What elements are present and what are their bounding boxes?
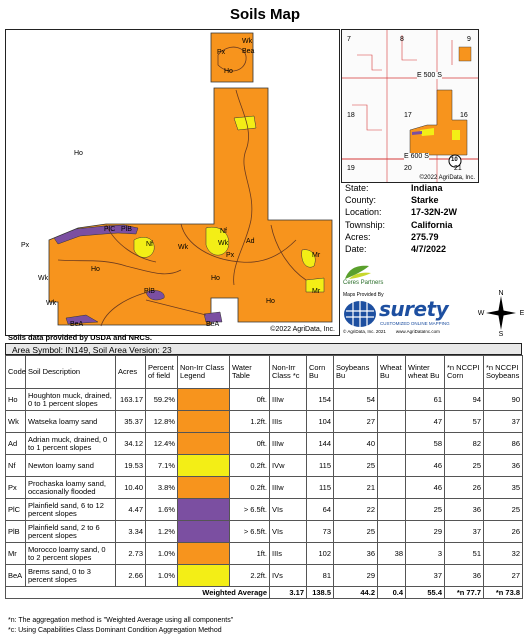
locator-section-number: 17 (404, 112, 412, 119)
column-header: Code (6, 356, 26, 389)
weighted-nccpi_corn: *n 77.7 (445, 587, 484, 599)
info-row (345, 219, 525, 231)
column-header: Non-Irr Class *c (270, 356, 307, 389)
table-row (6, 389, 523, 411)
legend-swatch (178, 389, 230, 411)
map-soil-label: Ho (74, 150, 83, 157)
info-key: Acres: (345, 231, 371, 242)
cell-nccpi_soy: 36 (484, 455, 523, 477)
column-header: *n NCCPI Soybeans (484, 356, 523, 389)
locator-section-number: 7 (347, 36, 351, 43)
column-header: *n NCCPI Corn (445, 356, 484, 389)
page-title: Soils Map (229, 6, 300, 23)
weighted-average-label: Weighted Average (6, 587, 270, 599)
cell-corn: 81 (307, 565, 334, 587)
cell-cls: VIs (270, 521, 307, 543)
table-row (6, 455, 523, 477)
weighted-winter: 55.4 (406, 587, 445, 599)
cell-nccpi_corn: 26 (445, 477, 484, 499)
map-soil-label: PlC (104, 226, 116, 233)
cell-nccpi_corn: 36 (445, 565, 484, 587)
table-row (6, 565, 523, 587)
cell-corn: 73 (307, 521, 334, 543)
legend-swatch (178, 521, 230, 543)
weighted-corn: 138.5 (307, 587, 334, 599)
legend-color (178, 521, 229, 542)
cell-desc: Adrian muck, drained, 0 to 1 percent slopes (26, 433, 116, 455)
cell-soy: 21 (334, 477, 378, 499)
legend-swatch (178, 499, 230, 521)
info-value: 275.79 (411, 231, 439, 242)
cell-corn: 154 (307, 389, 334, 411)
cell-nccpi_soy: 37 (484, 411, 523, 433)
weighted-soy: 44.2 (334, 587, 378, 599)
map-soil-label: Px (217, 49, 226, 56)
cell-code: PlB (6, 521, 26, 543)
cell-soy: 22 (334, 499, 378, 521)
map-soil-label: Wk (242, 38, 253, 45)
map-soil-label: Ad (246, 238, 255, 245)
cell-pct: 1.0% (146, 543, 178, 565)
cell-pct: 3.8% (146, 477, 178, 499)
info-row (345, 243, 525, 255)
column-header: Water Table (230, 356, 270, 389)
cell-water: 0.2ft. (230, 477, 270, 499)
cell-pct: 1.2% (146, 521, 178, 543)
legend-color (178, 411, 229, 432)
info-key: County: (345, 195, 377, 206)
locator-section-number: 21 (454, 165, 462, 172)
cell-water: 2.2ft. (230, 565, 270, 587)
locator-map[interactable] (341, 29, 479, 183)
weighted-average-row (6, 587, 523, 599)
legend-swatch (178, 543, 230, 565)
cell-code: Ad (6, 433, 26, 455)
surety-brand: surety (379, 297, 449, 321)
map-soil-label: Wk (46, 300, 57, 307)
column-header: Wheat Bu (378, 356, 406, 389)
cell-desc: Morocco loamy sand, 0 to 2 percent slopes (26, 543, 116, 565)
info-key: State: (345, 183, 369, 193)
cell-corn: 144 (307, 433, 334, 455)
area-symbol: Area Symbol: IN149, Soil Area Version: 23 (5, 343, 522, 355)
legend-swatch (178, 411, 230, 433)
cell-nccpi_corn: 82 (445, 433, 484, 455)
cell-nccpi_corn: 37 (445, 521, 484, 543)
cell-winter: 25 (406, 499, 445, 521)
table-body (6, 389, 523, 599)
cell-soy: 25 (334, 455, 378, 477)
cell-code: Px (6, 477, 26, 499)
cell-acres: 19.53 (116, 455, 146, 477)
locator-section-number: 19 (347, 165, 355, 172)
cell-desc: Prochaska loamy sand, occasionally flooded (26, 477, 116, 499)
column-header: Winter wheat Bu (406, 356, 445, 389)
cell-wheat (378, 411, 406, 433)
cell-soy: 54 (334, 389, 378, 411)
map-soil-label: PlB (121, 226, 132, 233)
locator-section-number: 8 (400, 36, 404, 43)
cell-nccpi_soy: 32 (484, 543, 523, 565)
cell-soy: 29 (334, 565, 378, 587)
source-note: Soils data provided by USDA and NRCS. (8, 333, 152, 342)
cell-nccpi_soy: 25 (484, 499, 523, 521)
column-header: Soybeans Bu (334, 356, 378, 389)
column-header: Corn Bu (307, 356, 334, 389)
cell-water: 0ft. (230, 389, 270, 411)
locator-section-number: 20 (404, 165, 412, 172)
table-row (6, 477, 523, 499)
cell-cls: IIIs (270, 543, 307, 565)
maps-provided-by: Maps Provided By (343, 292, 384, 298)
locator-copyright: ©2022 AgriData, Inc. (419, 175, 475, 181)
cell-winter: 47 (406, 411, 445, 433)
info-row (345, 194, 525, 206)
cell-code: Ho (6, 389, 26, 411)
legend-color (178, 389, 229, 410)
info-row (345, 231, 525, 243)
ceres-partners-logo (343, 263, 418, 289)
cell-cls: IIIs (270, 411, 307, 433)
cell-wheat: 38 (378, 543, 406, 565)
highway-shield: 10 (451, 157, 458, 163)
map-soil-label: BeA (206, 321, 220, 328)
legend-color (178, 499, 229, 520)
cell-wheat (378, 521, 406, 543)
ceres-leaf-icon (343, 263, 373, 281)
column-header: Percent of field (146, 356, 178, 389)
cell-wheat (378, 389, 406, 411)
cell-nccpi_soy: 27 (484, 565, 523, 587)
legend-color (178, 543, 229, 564)
cell-nccpi_corn: 36 (445, 499, 484, 521)
cell-code: Mr (6, 543, 26, 565)
info-row (345, 182, 525, 194)
cell-code: PlC (6, 499, 26, 521)
map-soil-label: BeA (70, 321, 84, 328)
weighted-wheat: 0.4 (378, 587, 406, 599)
cell-water: > 6.5ft. (230, 499, 270, 521)
weighted-nccpi_soy: *n 73.8 (484, 587, 523, 599)
column-header: Non-Irr Class Legend (178, 356, 230, 389)
cell-wheat (378, 499, 406, 521)
cell-pct: 12.4% (146, 433, 178, 455)
cell-wheat (378, 433, 406, 455)
legend-color (178, 477, 229, 498)
cell-cls: IVs (270, 565, 307, 587)
cell-nccpi_soy: 86 (484, 433, 523, 455)
weighted-cls: 3.17 (270, 587, 307, 599)
locator-road-label: E 600 S (404, 153, 429, 160)
compass-n: N (498, 290, 504, 297)
cell-pct: 1.6% (146, 499, 178, 521)
cell-code: Nf (6, 455, 26, 477)
map-soil-label: PlB (144, 288, 155, 295)
soils-map-drawing (6, 30, 339, 335)
cell-nccpi_corn: 94 (445, 389, 484, 411)
info-key: Location: (345, 207, 382, 218)
locator-section-number: 16 (460, 112, 468, 119)
cell-cls: IVw (270, 455, 307, 477)
cell-code: BeA (6, 565, 26, 587)
table-row (6, 543, 523, 565)
cell-pct: 12.8% (146, 411, 178, 433)
compass-w: W (478, 310, 485, 317)
table-row (6, 499, 523, 521)
cell-soy: 27 (334, 411, 378, 433)
soils-map[interactable] (5, 29, 340, 336)
cell-wheat (378, 477, 406, 499)
cell-acres: 2.73 (116, 543, 146, 565)
cell-water: 1ft. (230, 543, 270, 565)
soils-table (5, 355, 523, 599)
locator-section-number: 18 (347, 112, 355, 119)
cell-code: Wk (6, 411, 26, 433)
cell-soy: 25 (334, 521, 378, 543)
cell-acres: 2.66 (116, 565, 146, 587)
info-value: 4/7/2022 (411, 244, 447, 255)
cell-acres: 3.34 (116, 521, 146, 543)
cell-desc: Brems sand, 0 to 3 percent slopes (26, 565, 116, 587)
cell-cls: IIIw (270, 477, 307, 499)
cell-desc: Plainfield sand, 6 to 12 percent slopes (26, 499, 116, 521)
table-row (6, 433, 523, 455)
map-soil-label: Nf (220, 228, 227, 235)
info-value: Starke (411, 195, 439, 206)
surety-globe-icon (343, 299, 377, 329)
cell-corn: 115 (307, 455, 334, 477)
cell-water: 0ft. (230, 433, 270, 455)
map-copyright: ©2022 AgriData, Inc. (270, 326, 335, 333)
info-value: 17-32N-2W (411, 207, 458, 218)
legend-swatch (178, 477, 230, 499)
cell-wheat (378, 455, 406, 477)
cell-water: 0.2ft. (230, 455, 270, 477)
legend-color (178, 433, 229, 454)
cell-cls: IIIw (270, 433, 307, 455)
info-row (345, 206, 525, 218)
surety-copyright: © AgriData, Inc. 2021 www.AgriDataInc.com (343, 329, 440, 334)
cell-nccpi_soy: 35 (484, 477, 523, 499)
legend-swatch (178, 565, 230, 587)
map-soil-label: Ho (91, 266, 100, 273)
cell-nccpi_soy: 26 (484, 521, 523, 543)
site-info (345, 182, 525, 255)
cell-acres: 10.40 (116, 477, 146, 499)
legend-color (178, 565, 229, 586)
legend-color (178, 455, 229, 476)
map-soil-label: Bea (242, 48, 255, 55)
legend-swatch (178, 433, 230, 455)
cell-pct: 1.0% (146, 565, 178, 587)
cell-winter: 46 (406, 477, 445, 499)
cell-winter: 3 (406, 543, 445, 565)
cell-cls: VIs (270, 499, 307, 521)
cell-winter: 58 (406, 433, 445, 455)
cell-corn: 64 (307, 499, 334, 521)
cell-water: 1.2ft. (230, 411, 270, 433)
table-header-row (6, 356, 523, 389)
cell-cls: IIIw (270, 389, 307, 411)
cell-corn: 102 (307, 543, 334, 565)
info-value: California (411, 219, 453, 230)
cell-acres: 163.17 (116, 389, 146, 411)
surety-logo (343, 292, 473, 334)
cell-desc: Newton loamy sand (26, 455, 116, 477)
info-value: Indiana (411, 183, 443, 193)
map-soil-label: Mr (312, 288, 321, 295)
cell-winter: 61 (406, 389, 445, 411)
map-soil-label: Mr (312, 252, 321, 259)
cell-acres: 35.37 (116, 411, 146, 433)
cell-pct: 7.1% (146, 455, 178, 477)
cell-desc: Houghton muck, drained, 0 to 1 percent slopes (26, 389, 116, 411)
footnote-n: *n: The aggregation method is "Weighted Average using all components" (8, 617, 234, 624)
cell-acres: 4.47 (116, 499, 146, 521)
cell-wheat (378, 565, 406, 587)
table-row (6, 521, 523, 543)
compass-s: S (498, 331, 504, 336)
map-soil-label: Px (21, 242, 30, 249)
map-soil-label: Wk (178, 244, 189, 251)
locator-section-number: 9 (467, 36, 471, 43)
cell-nccpi_corn: 25 (445, 455, 484, 477)
legend-swatch (178, 455, 230, 477)
cell-desc: Plainfield sand, 2 to 6 percent slopes (26, 521, 116, 543)
map-soil-label: Ho (224, 68, 233, 75)
cell-winter: 37 (406, 565, 445, 587)
map-soil-label: Wk (218, 240, 229, 247)
info-key: Township: (345, 219, 386, 230)
cell-pct: 59.2% (146, 389, 178, 411)
cell-winter: 29 (406, 521, 445, 543)
cell-corn: 104 (307, 411, 334, 433)
footnote-c: *c: Using Capabilities Class Dominant Condition Aggregation Method (8, 627, 222, 634)
map-soil-label: Ho (211, 275, 220, 282)
cell-winter: 46 (406, 455, 445, 477)
cell-nccpi_soy: 90 (484, 389, 523, 411)
cell-acres: 34.12 (116, 433, 146, 455)
cell-soy: 36 (334, 543, 378, 565)
cell-water: > 6.5ft. (230, 521, 270, 543)
compass-icon (478, 290, 524, 336)
map-soil-label: Px (226, 252, 235, 259)
info-key: Date: (345, 244, 367, 255)
table-row (6, 411, 523, 433)
ceres-name: Ceres Partners (343, 280, 384, 286)
compass-rose (478, 290, 524, 336)
cell-nccpi_corn: 57 (445, 411, 484, 433)
cell-desc: Watseka loamy sand (26, 411, 116, 433)
map-soil-label: Wk (38, 275, 49, 282)
column-header: Soil Description (26, 356, 116, 389)
map-soil-label: Ho (266, 298, 275, 305)
surety-tagline: CUSTOMIZED ONLINE MAPPING (380, 321, 450, 326)
cell-nccpi_corn: 51 (445, 543, 484, 565)
column-header: Acres (116, 356, 146, 389)
map-soil-label: Nf (146, 241, 153, 248)
locator-road-label: E 500 S (417, 72, 442, 79)
compass-e: E (519, 310, 524, 317)
cell-corn: 115 (307, 477, 334, 499)
cell-soy: 40 (334, 433, 378, 455)
